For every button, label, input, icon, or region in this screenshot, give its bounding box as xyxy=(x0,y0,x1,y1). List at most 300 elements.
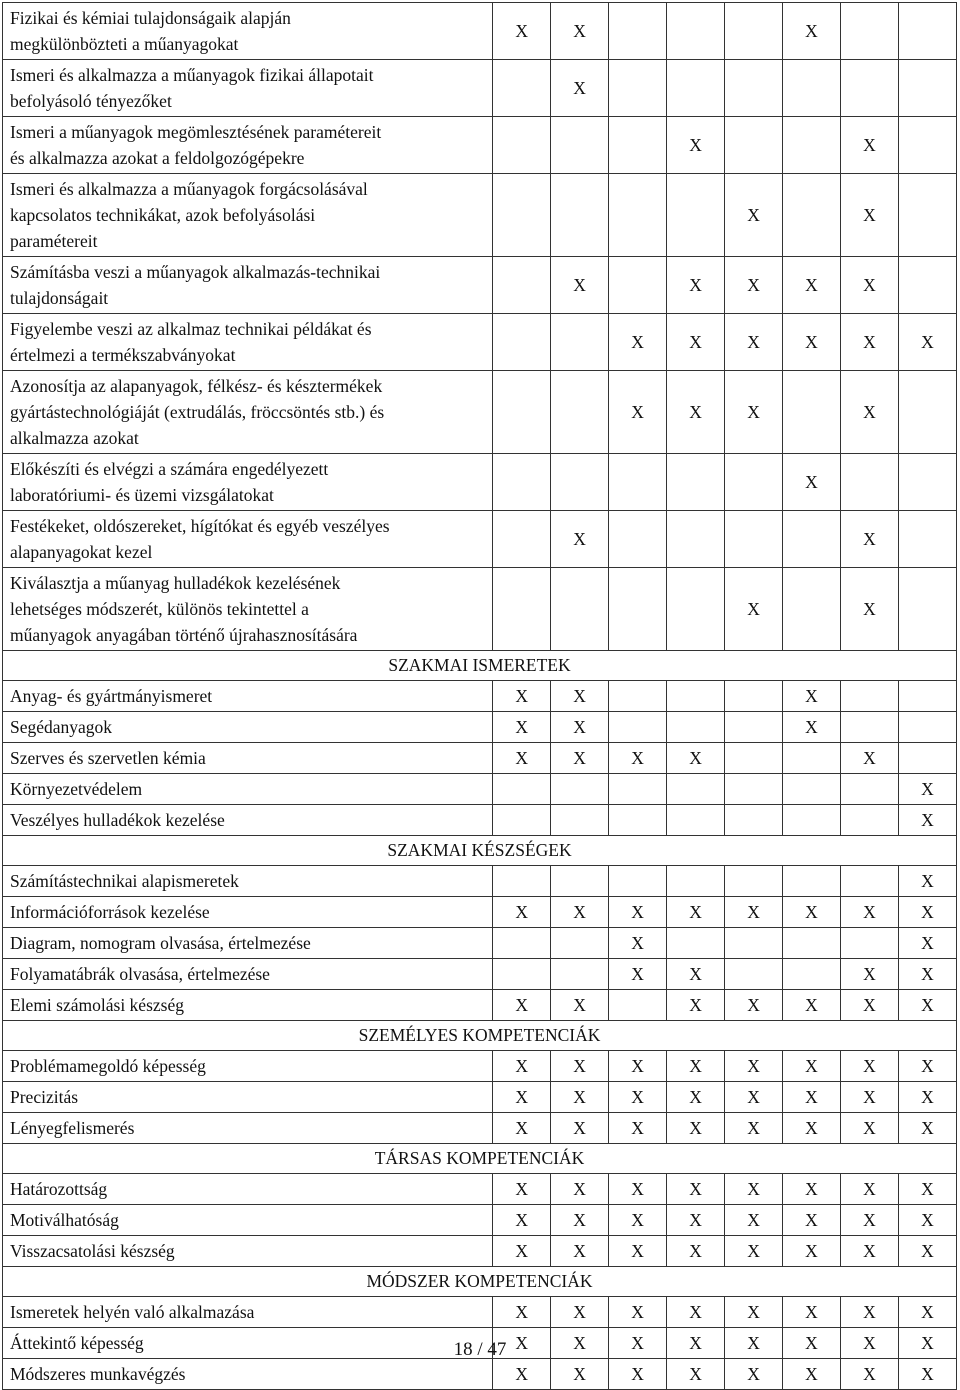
table-row xyxy=(3,805,957,836)
row-label xyxy=(3,454,493,511)
row-label-line: laboratóriumi- és üzemi vizsgálatokat xyxy=(10,485,274,505)
section-header: SZAKMAI KÉSZSÉGEK xyxy=(3,836,957,866)
mark-cell: X xyxy=(725,257,783,314)
mark-cell: X xyxy=(783,1297,841,1328)
row-label-line: Szerves és szervetlen kémia xyxy=(10,748,206,768)
table-row xyxy=(3,928,957,959)
row-label xyxy=(3,990,493,1021)
row-label xyxy=(3,511,493,568)
mark-cell: X xyxy=(609,1236,667,1267)
mark-cell: X xyxy=(609,743,667,774)
section-header: MÓDSZER KOMPETENCIÁK xyxy=(3,1267,957,1297)
mark-cell xyxy=(898,454,956,511)
mark-cell xyxy=(667,928,725,959)
mark-cell: X xyxy=(667,1113,725,1144)
mark-cell: X xyxy=(783,1205,841,1236)
mark-cell xyxy=(667,511,725,568)
mark-cell: X xyxy=(783,1359,841,1390)
mark-cell: X xyxy=(609,371,667,454)
mark-cell xyxy=(725,681,783,712)
row-label-line: Előkészíti és elvégzi a számára engedélyezett xyxy=(10,459,329,479)
section-header: SZAKMAI ISMERETEK xyxy=(3,651,957,681)
row-label-line: Ismeri a műanyagok megömlesztésének paramétereit xyxy=(10,122,382,142)
mark-cell: X xyxy=(725,1082,783,1113)
mark-cell: X xyxy=(898,314,956,371)
mark-cell: X xyxy=(783,712,841,743)
row-label-line: kapcsolatos technikákat, azok befolyásolási xyxy=(10,205,316,225)
mark-cell xyxy=(493,805,551,836)
mark-cell: X xyxy=(898,1328,956,1359)
mark-cell xyxy=(609,681,667,712)
table-row xyxy=(3,774,957,805)
mark-cell: X xyxy=(898,897,956,928)
mark-cell: X xyxy=(667,1297,725,1328)
mark-cell xyxy=(493,257,551,314)
mark-cell: X xyxy=(898,774,956,805)
mark-cell xyxy=(609,866,667,897)
row-label xyxy=(3,1359,493,1390)
mark-cell: X xyxy=(783,3,841,60)
mark-cell xyxy=(898,3,956,60)
mark-cell xyxy=(493,117,551,174)
mark-cell xyxy=(551,959,609,990)
mark-cell: X xyxy=(725,1113,783,1144)
mark-cell: X xyxy=(898,1205,956,1236)
row-label-line: Anyag- és gyártmányismeret xyxy=(10,686,213,706)
mark-cell: X xyxy=(667,371,725,454)
mark-cell: X xyxy=(551,1297,609,1328)
mark-cell: X xyxy=(667,1359,725,1390)
mark-cell: X xyxy=(840,743,898,774)
mark-cell: X xyxy=(898,1236,956,1267)
mark-cell xyxy=(551,454,609,511)
mark-cell xyxy=(609,3,667,60)
row-label-line: értelmezi a termékszabványokat xyxy=(10,345,236,365)
mark-cell: X xyxy=(725,371,783,454)
mark-cell: X xyxy=(725,1359,783,1390)
table-row xyxy=(3,257,957,314)
row-label-line: Ismeretek helyén való alkalmazása xyxy=(10,1302,255,1322)
mark-cell xyxy=(493,454,551,511)
mark-cell: X xyxy=(493,1205,551,1236)
row-label-line: befolyásoló tényezőket xyxy=(10,91,172,111)
mark-cell: X xyxy=(725,1205,783,1236)
row-label-line: gyártástechnológiáját (extrudálás, fröccsöntés stb.) és xyxy=(10,402,385,422)
row-label-line: Problémamegoldó képesség xyxy=(10,1056,206,1076)
row-label-line: Veszélyes hulladékok kezelése xyxy=(10,810,225,830)
mark-cell: X xyxy=(783,897,841,928)
row-label xyxy=(3,681,493,712)
mark-cell: X xyxy=(840,174,898,257)
mark-cell: X xyxy=(783,1082,841,1113)
mark-cell: X xyxy=(551,1236,609,1267)
mark-cell: X xyxy=(898,866,956,897)
row-label xyxy=(3,774,493,805)
row-label-line: Figyelembe veszi az alkalmaz technikai példákat és xyxy=(10,319,372,339)
mark-cell xyxy=(609,117,667,174)
mark-cell: X xyxy=(667,1082,725,1113)
mark-cell: X xyxy=(609,1297,667,1328)
mark-cell: X xyxy=(667,990,725,1021)
mark-cell: X xyxy=(840,1297,898,1328)
mark-cell: X xyxy=(551,60,609,117)
mark-cell xyxy=(783,174,841,257)
mark-cell: X xyxy=(840,1174,898,1205)
mark-cell: X xyxy=(609,1359,667,1390)
mark-cell: X xyxy=(609,314,667,371)
mark-cell xyxy=(493,174,551,257)
mark-cell: X xyxy=(493,743,551,774)
row-label-line: műanyagok anyagában történő újrahasznosítására xyxy=(10,625,358,645)
table-row xyxy=(3,117,957,174)
row-label xyxy=(3,314,493,371)
mark-cell xyxy=(493,314,551,371)
mark-cell: X xyxy=(725,174,783,257)
row-label-line: Számításba veszi a műanyagok alkalmazás-technikai xyxy=(10,262,381,282)
table-row xyxy=(3,1359,957,1390)
row-label-line: Számítástechnikai alapismeretek xyxy=(10,871,239,891)
mark-cell xyxy=(551,805,609,836)
mark-cell xyxy=(898,743,956,774)
mark-cell: X xyxy=(840,117,898,174)
mark-cell: X xyxy=(667,959,725,990)
row-label-line: Áttekintő képesség xyxy=(10,1333,144,1353)
mark-cell xyxy=(667,866,725,897)
mark-cell: X xyxy=(551,1174,609,1205)
mark-cell: X xyxy=(725,1051,783,1082)
mark-cell xyxy=(898,60,956,117)
mark-cell: X xyxy=(493,1082,551,1113)
mark-cell: X xyxy=(840,257,898,314)
mark-cell: X xyxy=(840,1205,898,1236)
row-label-line: Fizikai és kémiai tulajdonságaik alapján xyxy=(10,8,291,28)
mark-cell: X xyxy=(840,1082,898,1113)
mark-cell xyxy=(898,371,956,454)
mark-cell xyxy=(783,866,841,897)
mark-cell xyxy=(667,712,725,743)
mark-cell xyxy=(551,866,609,897)
table-row xyxy=(3,454,957,511)
mark-cell: X xyxy=(551,3,609,60)
mark-cell: X xyxy=(551,1051,609,1082)
mark-cell xyxy=(725,774,783,805)
mark-cell: X xyxy=(667,897,725,928)
section-header: TÁRSAS KOMPETENCIÁK xyxy=(3,1144,957,1174)
row-label-line: Motiválhatóság xyxy=(10,1210,119,1230)
mark-cell xyxy=(551,314,609,371)
mark-cell xyxy=(609,805,667,836)
row-label xyxy=(3,743,493,774)
row-label-line: Diagram, nomogram olvasása, értelmezése xyxy=(10,933,311,953)
mark-cell: X xyxy=(551,257,609,314)
mark-cell: X xyxy=(840,1051,898,1082)
section-header-row xyxy=(3,1144,957,1174)
mark-cell: X xyxy=(551,712,609,743)
mark-cell: X xyxy=(493,897,551,928)
table-row xyxy=(3,897,957,928)
row-label-line: Azonosítja az alapanyagok, félkész- és késztermékek xyxy=(10,376,383,396)
mark-cell: X xyxy=(667,1051,725,1082)
mark-cell: X xyxy=(551,1113,609,1144)
mark-cell xyxy=(725,866,783,897)
table-row xyxy=(3,1174,957,1205)
row-label-line: Ismeri és alkalmazza a műanyagok forgácsolásával xyxy=(10,179,368,199)
row-label xyxy=(3,257,493,314)
mark-cell: X xyxy=(840,897,898,928)
mark-cell: X xyxy=(840,959,898,990)
mark-cell: X xyxy=(493,1328,551,1359)
mark-cell: X xyxy=(783,1328,841,1359)
mark-cell: X xyxy=(783,1174,841,1205)
mark-cell: X xyxy=(667,117,725,174)
mark-cell: X xyxy=(667,314,725,371)
mark-cell: X xyxy=(551,1082,609,1113)
mark-cell xyxy=(783,959,841,990)
mark-cell xyxy=(725,117,783,174)
mark-cell xyxy=(783,511,841,568)
mark-cell: X xyxy=(840,1359,898,1390)
table-row xyxy=(3,743,957,774)
row-label xyxy=(3,712,493,743)
mark-cell: X xyxy=(783,314,841,371)
mark-cell: X xyxy=(725,1328,783,1359)
mark-cell: X xyxy=(609,928,667,959)
mark-cell: X xyxy=(898,1359,956,1390)
mark-cell xyxy=(609,774,667,805)
mark-cell xyxy=(609,60,667,117)
mark-cell: X xyxy=(898,990,956,1021)
mark-cell xyxy=(551,928,609,959)
mark-cell xyxy=(551,371,609,454)
mark-cell xyxy=(783,743,841,774)
table-row xyxy=(3,1236,957,1267)
row-label xyxy=(3,1174,493,1205)
mark-cell xyxy=(725,805,783,836)
table-row xyxy=(3,60,957,117)
row-label-line: és alkalmazza azokat a feldolgozógépekre xyxy=(10,148,305,168)
row-label xyxy=(3,1205,493,1236)
mark-cell xyxy=(898,174,956,257)
matrix-body xyxy=(3,3,957,1390)
mark-cell: X xyxy=(493,990,551,1021)
mark-cell xyxy=(840,3,898,60)
mark-cell: X xyxy=(840,371,898,454)
mark-cell: X xyxy=(840,1236,898,1267)
mark-cell: X xyxy=(493,1359,551,1390)
mark-cell xyxy=(493,774,551,805)
table-row xyxy=(3,866,957,897)
table-row xyxy=(3,371,957,454)
mark-cell: X xyxy=(551,743,609,774)
row-label xyxy=(3,897,493,928)
row-label xyxy=(3,371,493,454)
table-row xyxy=(3,712,957,743)
row-label xyxy=(3,568,493,651)
mark-cell: X xyxy=(493,681,551,712)
mark-cell xyxy=(783,568,841,651)
mark-cell xyxy=(840,60,898,117)
mark-cell xyxy=(725,511,783,568)
mark-cell xyxy=(840,866,898,897)
mark-cell: X xyxy=(551,1205,609,1236)
row-label xyxy=(3,3,493,60)
table-row xyxy=(3,990,957,1021)
mark-cell: X xyxy=(667,257,725,314)
row-label-line: Festékeket, oldószereket, hígítókat és egyéb veszélyes xyxy=(10,516,390,536)
mark-cell xyxy=(609,174,667,257)
mark-cell: X xyxy=(551,1328,609,1359)
table-row xyxy=(3,959,957,990)
mark-cell: X xyxy=(898,959,956,990)
mark-cell xyxy=(725,743,783,774)
mark-cell xyxy=(609,568,667,651)
mark-cell: X xyxy=(609,1205,667,1236)
row-label xyxy=(3,1236,493,1267)
mark-cell: X xyxy=(840,1113,898,1144)
mark-cell xyxy=(898,257,956,314)
mark-cell: X xyxy=(609,1082,667,1113)
mark-cell: X xyxy=(725,568,783,651)
mark-cell: X xyxy=(609,959,667,990)
mark-cell xyxy=(493,511,551,568)
row-label xyxy=(3,805,493,836)
mark-cell xyxy=(840,454,898,511)
mark-cell xyxy=(493,959,551,990)
mark-cell: X xyxy=(551,1359,609,1390)
mark-cell: X xyxy=(783,990,841,1021)
mark-cell: X xyxy=(840,511,898,568)
mark-cell xyxy=(551,117,609,174)
row-label-line: Elemi számolási készség xyxy=(10,995,184,1015)
section-header-row xyxy=(3,1021,957,1051)
mark-cell xyxy=(609,712,667,743)
mark-cell: X xyxy=(725,990,783,1021)
row-label-line: alkalmazza azokat xyxy=(10,428,139,448)
row-label-line: lehetséges módszerét, különös tekintettel a xyxy=(10,599,309,619)
row-label xyxy=(3,1297,493,1328)
row-label-line: Kiválasztja a műanyag hulladékok kezelésének xyxy=(10,573,341,593)
mark-cell xyxy=(551,568,609,651)
mark-cell xyxy=(840,805,898,836)
mark-cell xyxy=(898,511,956,568)
mark-cell xyxy=(667,60,725,117)
mark-cell: X xyxy=(783,681,841,712)
mark-cell: X xyxy=(898,1051,956,1082)
section-header-row xyxy=(3,651,957,681)
mark-cell: X xyxy=(783,257,841,314)
row-label-line: Módszeres munkavégzés xyxy=(10,1364,186,1384)
mark-cell: X xyxy=(840,1328,898,1359)
mark-cell xyxy=(783,805,841,836)
mark-cell: X xyxy=(609,897,667,928)
mark-cell: X xyxy=(840,990,898,1021)
row-label-line: Precizitás xyxy=(10,1087,79,1107)
mark-cell xyxy=(551,174,609,257)
mark-cell xyxy=(609,454,667,511)
row-label xyxy=(3,959,493,990)
mark-cell xyxy=(783,928,841,959)
table-row xyxy=(3,314,957,371)
mark-cell xyxy=(725,454,783,511)
mark-cell xyxy=(493,371,551,454)
mark-cell xyxy=(783,60,841,117)
mark-cell xyxy=(725,60,783,117)
mark-cell xyxy=(609,257,667,314)
table-row xyxy=(3,3,957,60)
mark-cell: X xyxy=(493,1174,551,1205)
mark-cell: X xyxy=(725,1236,783,1267)
mark-cell: X xyxy=(840,568,898,651)
mark-cell: X xyxy=(898,1174,956,1205)
mark-cell: X xyxy=(493,1297,551,1328)
mark-cell xyxy=(667,774,725,805)
row-label-line: paramétereit xyxy=(10,231,98,251)
mark-cell xyxy=(725,928,783,959)
mark-cell: X xyxy=(783,1113,841,1144)
table-row xyxy=(3,174,957,257)
mark-cell: X xyxy=(493,1113,551,1144)
mark-cell xyxy=(840,774,898,805)
mark-cell: X xyxy=(493,712,551,743)
row-label-line: Ismeri és alkalmazza a műanyagok fizikai állapotait xyxy=(10,65,374,85)
mark-cell: X xyxy=(667,1328,725,1359)
mark-cell xyxy=(493,60,551,117)
mark-cell xyxy=(898,712,956,743)
row-label-line: Határozottság xyxy=(10,1179,108,1199)
row-label-line: tulajdonságait xyxy=(10,288,109,308)
mark-cell: X xyxy=(493,3,551,60)
mark-cell xyxy=(840,681,898,712)
row-label-line: Visszacsatolási készség xyxy=(10,1241,175,1261)
mark-cell xyxy=(898,568,956,651)
mark-cell: X xyxy=(551,897,609,928)
mark-cell: X xyxy=(725,897,783,928)
mark-cell xyxy=(725,712,783,743)
section-header-row xyxy=(3,1267,957,1297)
row-label xyxy=(3,174,493,257)
mark-cell: X xyxy=(783,1236,841,1267)
section-header: SZEMÉLYES KOMPETENCIÁK xyxy=(3,1021,957,1051)
mark-cell: X xyxy=(493,1051,551,1082)
table-row xyxy=(3,1051,957,1082)
table-row xyxy=(3,1205,957,1236)
page-number: 18 / 47 xyxy=(453,1339,507,1360)
table-row xyxy=(3,681,957,712)
mark-cell xyxy=(840,712,898,743)
mark-cell: X xyxy=(667,743,725,774)
mark-cell xyxy=(783,117,841,174)
row-label-line: Környezetvédelem xyxy=(10,779,143,799)
row-label-line: Lényegfelismerés xyxy=(10,1118,135,1138)
mark-cell xyxy=(783,371,841,454)
competency-matrix-table xyxy=(2,2,957,1390)
row-label xyxy=(3,1051,493,1082)
mark-cell xyxy=(725,3,783,60)
table-row xyxy=(3,568,957,651)
mark-cell: X xyxy=(609,1113,667,1144)
mark-cell: X xyxy=(725,1297,783,1328)
mark-cell: X xyxy=(609,1174,667,1205)
row-label-line: megkülönbözteti a műanyagokat xyxy=(10,34,239,54)
mark-cell xyxy=(493,866,551,897)
mark-cell xyxy=(667,805,725,836)
mark-cell: X xyxy=(898,928,956,959)
mark-cell xyxy=(667,3,725,60)
mark-cell: X xyxy=(840,314,898,371)
mark-cell: X xyxy=(551,511,609,568)
mark-cell: X xyxy=(898,805,956,836)
mark-cell xyxy=(840,928,898,959)
